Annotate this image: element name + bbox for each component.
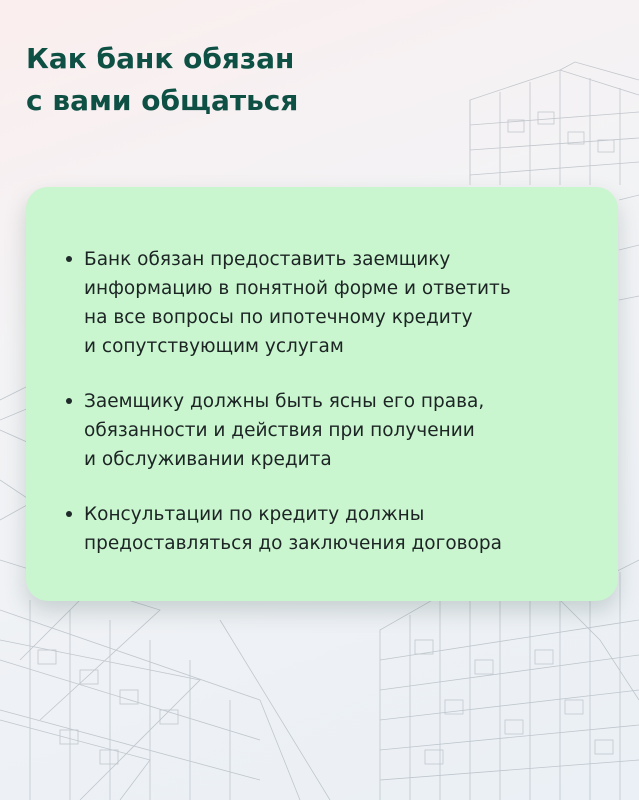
list-item xyxy=(64,387,584,474)
bullet-line: Консультации по кредиту должны xyxy=(84,504,425,525)
bullet-line: и сопутствующим услугам xyxy=(84,336,344,357)
bullet-line: на все вопросы по ипотечному кредиту xyxy=(84,307,473,328)
bullet-dot-icon xyxy=(66,398,72,404)
bullet-line: обязанности и действия при получении xyxy=(84,420,475,441)
bullet-line: информацию в понятной форме и ответить xyxy=(84,278,511,299)
bullet-dot-icon xyxy=(66,256,72,262)
list-item xyxy=(64,245,584,361)
bullet-line: Заемщику должны быть ясны его права, xyxy=(84,391,485,412)
bullet-text xyxy=(84,387,584,474)
bullet-dot-icon xyxy=(66,511,72,517)
bullet-text xyxy=(84,500,584,558)
bullet-line: и обслуживании кредита xyxy=(84,449,332,470)
bullet-list xyxy=(64,245,584,584)
page-title xyxy=(26,38,586,122)
info-card xyxy=(26,187,618,601)
list-item xyxy=(64,500,584,558)
bullet-line: предоставляться до заключения договора xyxy=(84,533,502,554)
title-line-2: с вами общаться xyxy=(26,84,299,117)
title-line-1: Как банк обязан xyxy=(26,42,295,75)
bullet-text xyxy=(84,245,584,361)
bullet-line: Банк обязан предоставить заемщику xyxy=(84,249,451,270)
